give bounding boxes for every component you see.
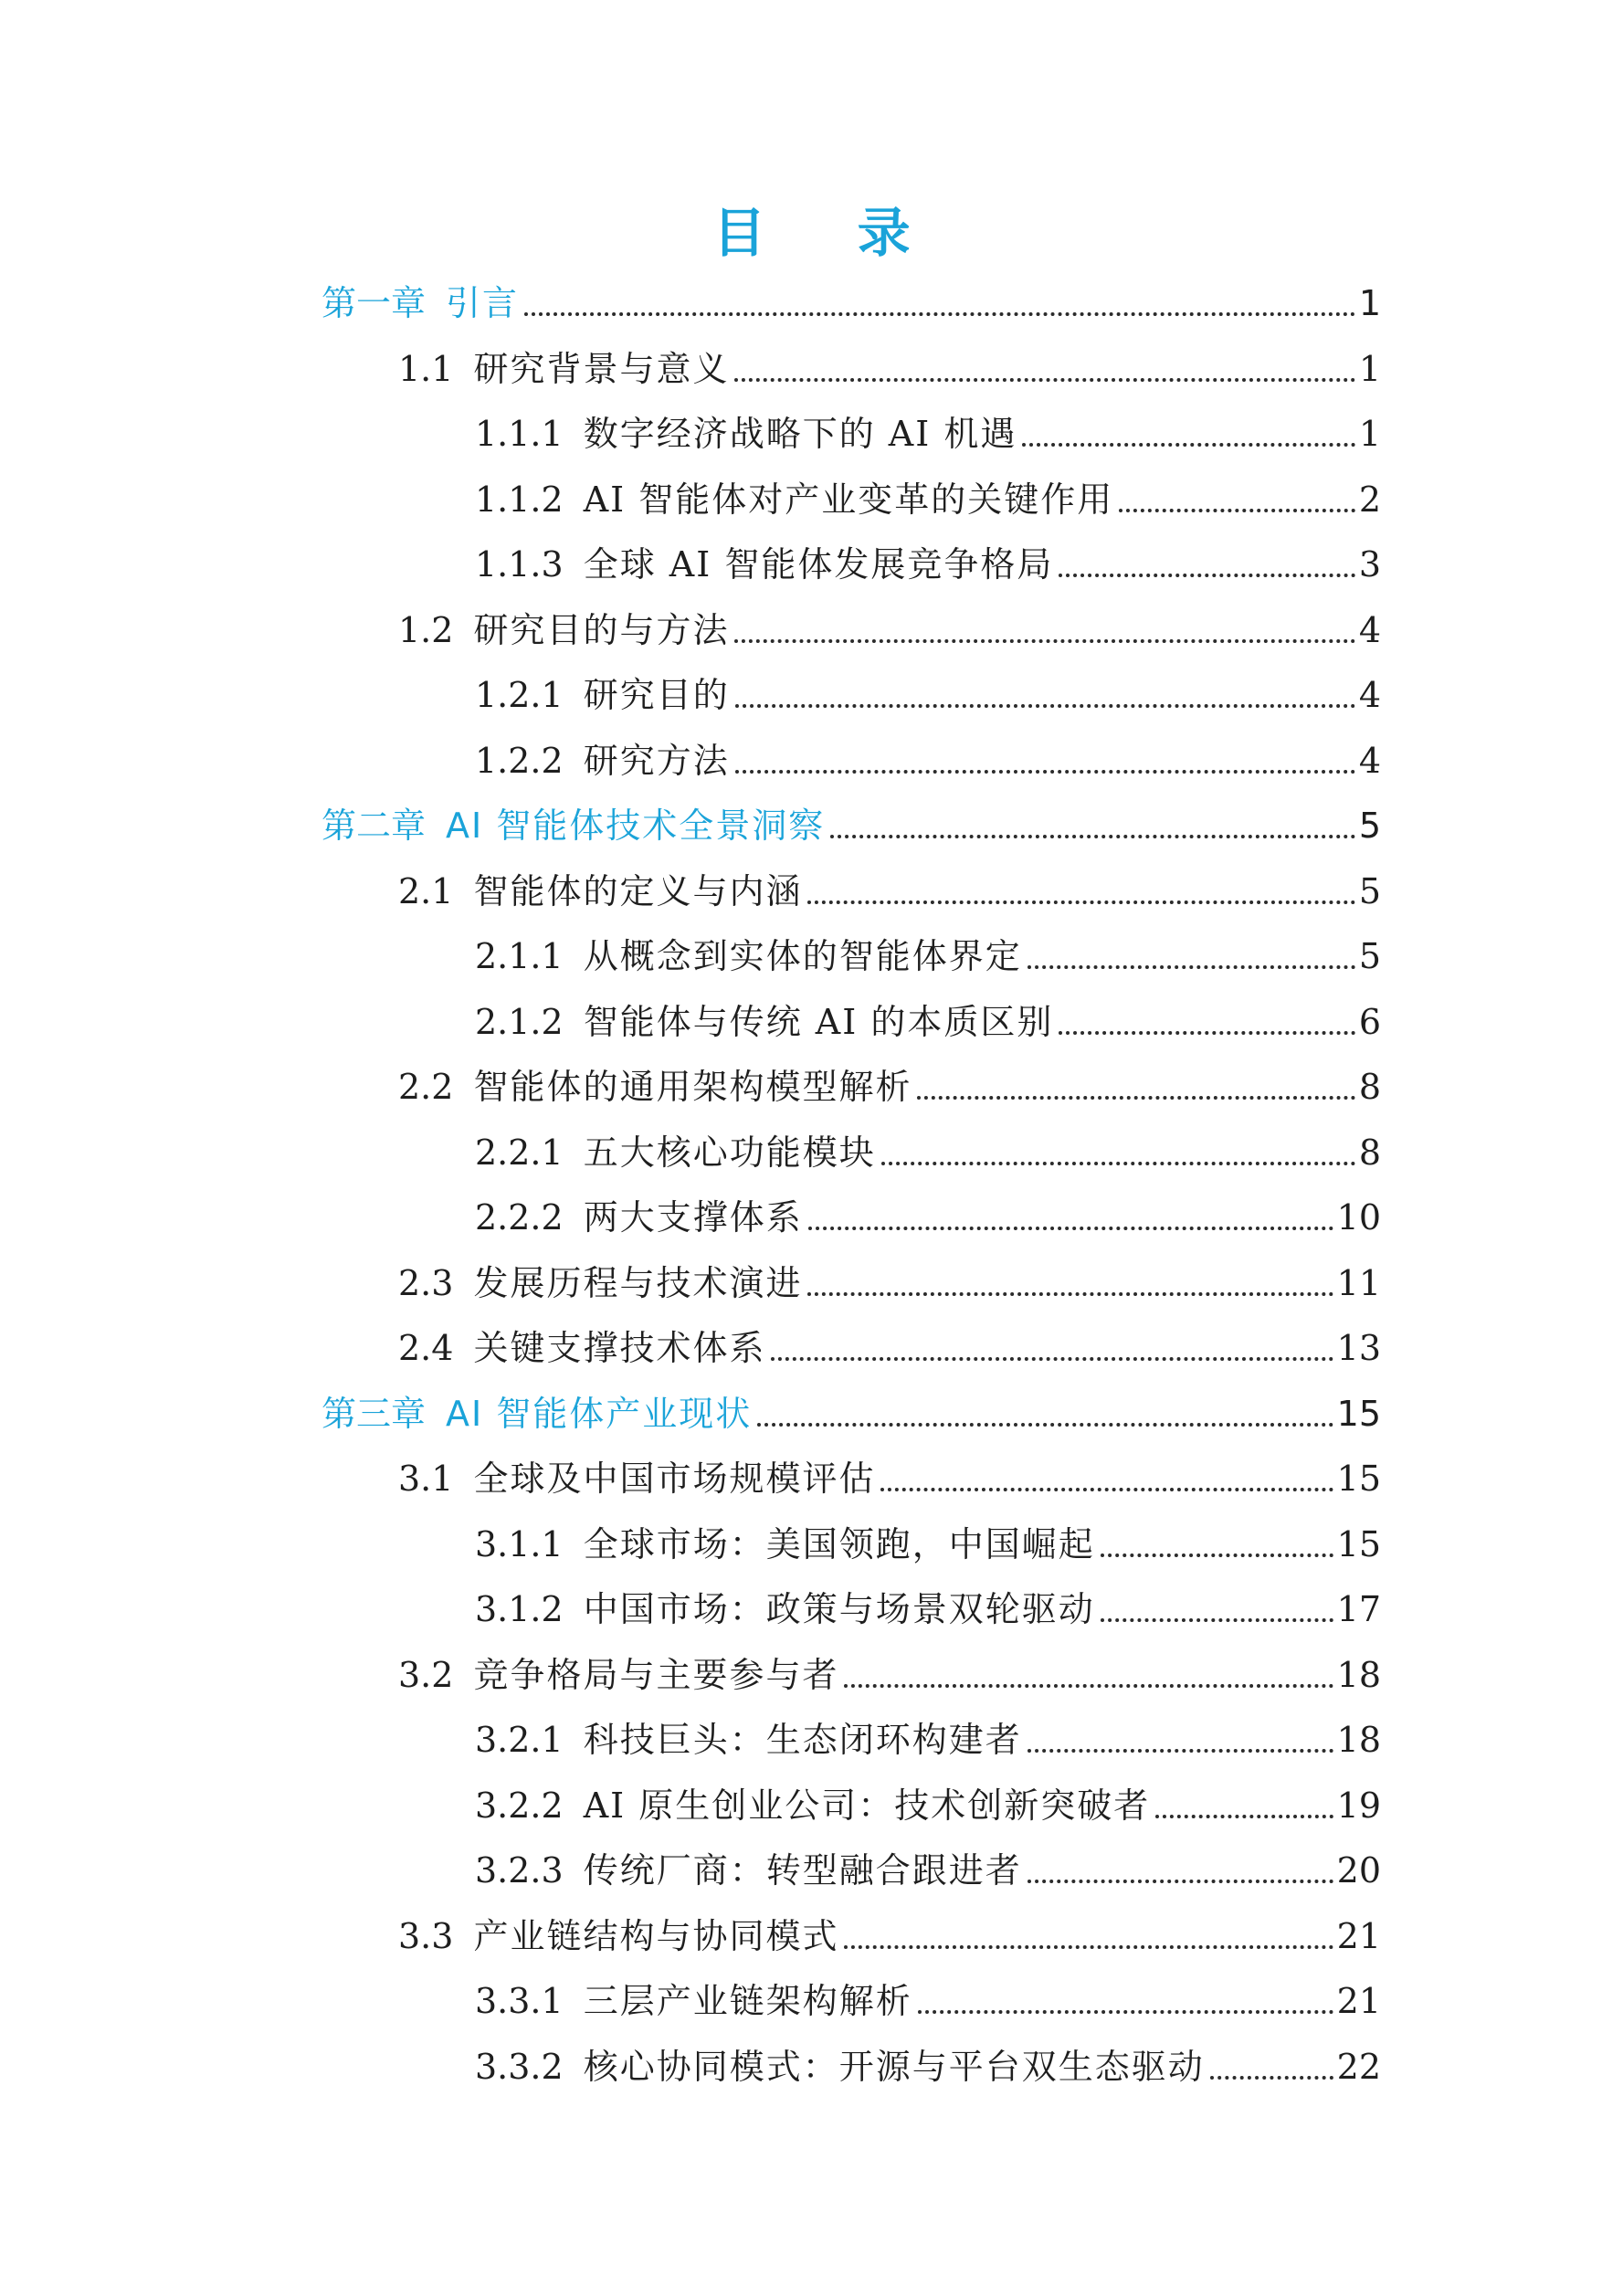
toc-entry-label [398, 597, 734, 663]
toc-entry-number: 2.1.1 [475, 936, 564, 976]
toc-entry-label [475, 467, 1119, 532]
toc-entry-page-number: 11 [1336, 1262, 1381, 1303]
dot-leader [771, 1315, 1333, 1381]
toc-entry-number: 2.2 [398, 1067, 454, 1107]
dot-leader [1155, 1773, 1333, 1838]
toc-entry-label [475, 1511, 1101, 1577]
dot-leader [524, 270, 1355, 336]
toc-entry-title: 智能体的通用架构模型解析 [473, 1067, 912, 1107]
dot-leader [1101, 1576, 1333, 1642]
toc-entry-number: 第三章 [321, 1393, 427, 1434]
dot-leader [734, 336, 1354, 402]
toc-entry-label [398, 1315, 771, 1381]
toc-entry-title: 竞争格局与主要参与者 [473, 1654, 839, 1695]
toc-entry-label [475, 401, 1022, 467]
dot-leader [1210, 2034, 1333, 2100]
toc-entry-number: 3.3 [398, 1915, 454, 1956]
toc-entry-label [398, 1446, 880, 1511]
page-title: 目 录 [712, 202, 947, 264]
toc-entry-label [398, 336, 734, 402]
toc-entry-page-number: 17 [1336, 1589, 1381, 1629]
toc-entry-label [475, 728, 735, 794]
dot-leader [1101, 1511, 1333, 1577]
toc-entry-label [475, 1773, 1155, 1838]
dot-leader [881, 1120, 1355, 1185]
toc-entry-title: 中国市场：政策与场景双轮驱动 [583, 1589, 1095, 1629]
toc-entry-label [475, 1838, 1028, 1903]
toc-entry-label [398, 1250, 807, 1316]
toc-entry-page-number: 20 [1336, 1850, 1381, 1891]
toc-entry-number: 1.1 [398, 348, 454, 389]
toc-entry-number: 1.1.2 [475, 479, 564, 520]
toc-entry[interactable] [475, 1185, 1381, 1250]
toc-entry-page-number: 18 [1336, 1654, 1381, 1695]
toc-entry-number: 3.2.3 [475, 1850, 564, 1891]
toc-entry-label [321, 270, 524, 336]
toc-entry-title: 传统厂商：转型融合跟进者 [583, 1850, 1022, 1891]
toc-entry[interactable] [475, 401, 1381, 467]
toc-entry-title: 研究背景与意义 [473, 348, 730, 389]
dot-leader [757, 1381, 1333, 1447]
dot-leader [735, 662, 1355, 728]
dot-leader [918, 1968, 1333, 2034]
toc-entry[interactable] [398, 1054, 1381, 1120]
toc-entry-number: 3.1.1 [475, 1523, 564, 1564]
dot-leader [735, 728, 1355, 794]
toc-entry-title: 数字经济战略下的 AI 机遇 [583, 414, 1017, 454]
toc-entry-label [475, 532, 1059, 597]
toc-entry[interactable] [475, 1511, 1381, 1577]
dot-leader [1059, 532, 1354, 597]
toc-entry-page-number: 4 [1358, 740, 1381, 781]
toc-entry-label [398, 858, 807, 924]
toc-entry-title: 全球及中国市场规模评估 [473, 1459, 876, 1499]
toc-entry-page-number: 4 [1358, 609, 1381, 650]
toc-entry-number: 1.1.1 [475, 414, 564, 454]
toc-entry-number: 2.4 [398, 1328, 454, 1368]
dot-leader [807, 858, 1354, 924]
toc-entry-number: 3.3.1 [475, 1981, 564, 2021]
toc-entry-label [398, 1642, 844, 1708]
toc-entry-title: 全球 AI 智能体发展竞争格局 [583, 544, 1054, 585]
toc-entry[interactable] [398, 1903, 1381, 1969]
toc-entry-title: AI 原生创业公司：技术创新突破者 [583, 1785, 1151, 1826]
toc-entry-number: 2.2.1 [475, 1132, 564, 1173]
dot-leader [830, 793, 1355, 858]
toc-entry-label [398, 1903, 844, 1969]
toc-entry-title: 智能体的定义与内涵 [473, 870, 803, 911]
dot-leader [1119, 467, 1355, 532]
toc-entry[interactable] [398, 1250, 1381, 1316]
toc-entry[interactable] [398, 1315, 1381, 1381]
toc-entry[interactable] [475, 1838, 1381, 1903]
toc-entry-label [475, 1120, 881, 1185]
toc-entry-title: AI 智能体对产业变革的关键作用 [583, 479, 1114, 520]
toc-entry-number: 2.1 [398, 870, 454, 911]
dot-leader [1028, 923, 1355, 989]
toc-entry-label [475, 662, 735, 728]
toc-entry[interactable] [398, 336, 1381, 402]
toc-entry-page-number: 15 [1336, 1523, 1381, 1564]
toc-entry-label [475, 2034, 1210, 2100]
dot-leader [1022, 401, 1354, 467]
toc-entry-page-number: 10 [1336, 1197, 1381, 1238]
toc-entry-page-number: 5 [1358, 806, 1381, 846]
toc-entry-number: 3.2.1 [475, 1720, 564, 1760]
toc-entry-number: 2.1.2 [475, 1001, 564, 1042]
toc-entry-page-number: 21 [1336, 1981, 1381, 2021]
toc-entry-number: 1.2.1 [475, 675, 564, 715]
toc-entry-number: 2.2.2 [475, 1197, 564, 1238]
toc-entry-number: 第一章 [321, 283, 427, 323]
toc-entry-page-number: 5 [1358, 870, 1381, 911]
toc-entry-title: 发展历程与技术演进 [473, 1262, 803, 1303]
toc-entry-page-number: 6 [1358, 1001, 1381, 1042]
toc-entry[interactable] [475, 923, 1381, 989]
toc-entry-title: 核心协同模式：开源与平台双生态驱动 [583, 2046, 1205, 2087]
toc-entry-page-number: 13 [1336, 1328, 1381, 1368]
toc-entry-number: 3.2.2 [475, 1785, 564, 1826]
toc-entry[interactable] [475, 1968, 1381, 2034]
toc-entry-page-number: 15 [1336, 1459, 1381, 1499]
dot-leader [844, 1903, 1333, 1969]
dot-leader [917, 1054, 1354, 1120]
toc-entry-page-number: 3 [1358, 544, 1381, 585]
toc-entry-title: 从概念到实体的智能体界定 [583, 936, 1022, 976]
toc-entry-page-number: 8 [1358, 1132, 1381, 1173]
toc-entry-title: AI 智能体产业现状 [446, 1393, 753, 1434]
toc-entry-page-number: 15 [1336, 1393, 1381, 1434]
dot-leader [880, 1446, 1333, 1511]
toc-entry-page-number: 5 [1358, 936, 1381, 976]
toc-entry-title: 三层产业链架构解析 [583, 1981, 912, 2021]
toc-entry[interactable] [475, 2034, 1381, 2100]
toc-entry-label [398, 1054, 917, 1120]
toc-entry-title: 两大支撑体系 [583, 1197, 803, 1238]
toc-entry-page-number: 1 [1358, 283, 1381, 323]
toc-entry[interactable] [475, 1707, 1381, 1773]
toc-entry-label [475, 1707, 1028, 1773]
toc-entry-page-number: 1 [1358, 348, 1381, 389]
toc-entry-page-number: 1 [1358, 414, 1381, 454]
toc-entry-label [321, 1381, 757, 1447]
toc-entry-title: 产业链结构与协同模式 [473, 1915, 839, 1956]
toc-entry[interactable] [398, 597, 1381, 663]
toc-entry[interactable] [398, 1446, 1381, 1511]
toc-entry-title: 科技巨头：生态闭环构建者 [583, 1720, 1022, 1760]
toc-entry[interactable] [398, 858, 1381, 924]
toc-entry-title: 引言 [446, 283, 520, 323]
dot-leader [808, 1185, 1333, 1250]
toc-entry-number: 3.3.2 [475, 2046, 564, 2087]
toc-entry[interactable] [475, 467, 1381, 532]
toc-entry[interactable] [475, 1120, 1381, 1185]
toc-entry-title: 智能体与传统 AI 的本质区别 [583, 1001, 1054, 1042]
toc-entry[interactable] [475, 728, 1381, 794]
dot-leader [1028, 1707, 1333, 1773]
toc-entry-page-number: 4 [1358, 675, 1381, 715]
dot-leader [1028, 1838, 1333, 1903]
toc-entry-title: 研究目的 [583, 675, 730, 715]
toc-entry-title: 研究方法 [583, 740, 730, 781]
toc-entry-page-number: 19 [1336, 1785, 1381, 1826]
toc-entry[interactable] [321, 1381, 1381, 1447]
toc-entry-number: 1.2.2 [475, 740, 564, 781]
toc-entry-number: 3.1 [398, 1459, 454, 1499]
toc-entry[interactable] [475, 1576, 1381, 1642]
toc-entry-label [475, 923, 1028, 989]
toc-entry-number: 1.1.3 [475, 544, 564, 585]
toc-entry[interactable] [475, 1773, 1381, 1838]
toc-entry-title: 关键支撑技术体系 [473, 1328, 766, 1368]
toc-entry-label [475, 1185, 808, 1250]
toc-entry[interactable] [475, 989, 1381, 1055]
toc-entry-label [475, 1576, 1101, 1642]
toc-entry[interactable] [398, 1642, 1381, 1708]
toc-entry-title: 研究目的与方法 [473, 609, 730, 650]
toc-entry-number: 1.2 [398, 609, 454, 650]
toc-entry[interactable] [475, 532, 1381, 597]
toc-entry-label [475, 1968, 918, 2034]
dot-leader [844, 1642, 1333, 1708]
toc-entry-page-number: 22 [1336, 2046, 1381, 2087]
toc-entry-page-number: 21 [1336, 1915, 1381, 1956]
toc-entry-number: 3.2 [398, 1654, 454, 1695]
toc-entry-title: 全球市场：美国领跑，中国崛起 [583, 1523, 1095, 1564]
dot-leader [807, 1250, 1333, 1316]
dot-leader [734, 597, 1354, 663]
toc-entry[interactable] [321, 270, 1381, 336]
toc-entry[interactable] [475, 662, 1381, 728]
toc-entry-number: 2.3 [398, 1262, 454, 1303]
toc-entry-label [321, 793, 830, 858]
toc-entry-page-number: 2 [1358, 479, 1381, 520]
toc-entry-label [475, 989, 1059, 1055]
toc-entry-title: AI 智能体技术全景洞察 [446, 806, 826, 846]
toc-entry-page-number: 8 [1358, 1067, 1381, 1107]
toc-entry-title: 五大核心功能模块 [583, 1132, 876, 1173]
dot-leader [1059, 989, 1354, 1055]
toc-entry[interactable] [321, 793, 1381, 858]
toc-entry-number: 第二章 [321, 806, 427, 846]
toc-entry-number: 3.1.2 [475, 1589, 564, 1629]
toc-entry-page-number: 18 [1336, 1720, 1381, 1760]
